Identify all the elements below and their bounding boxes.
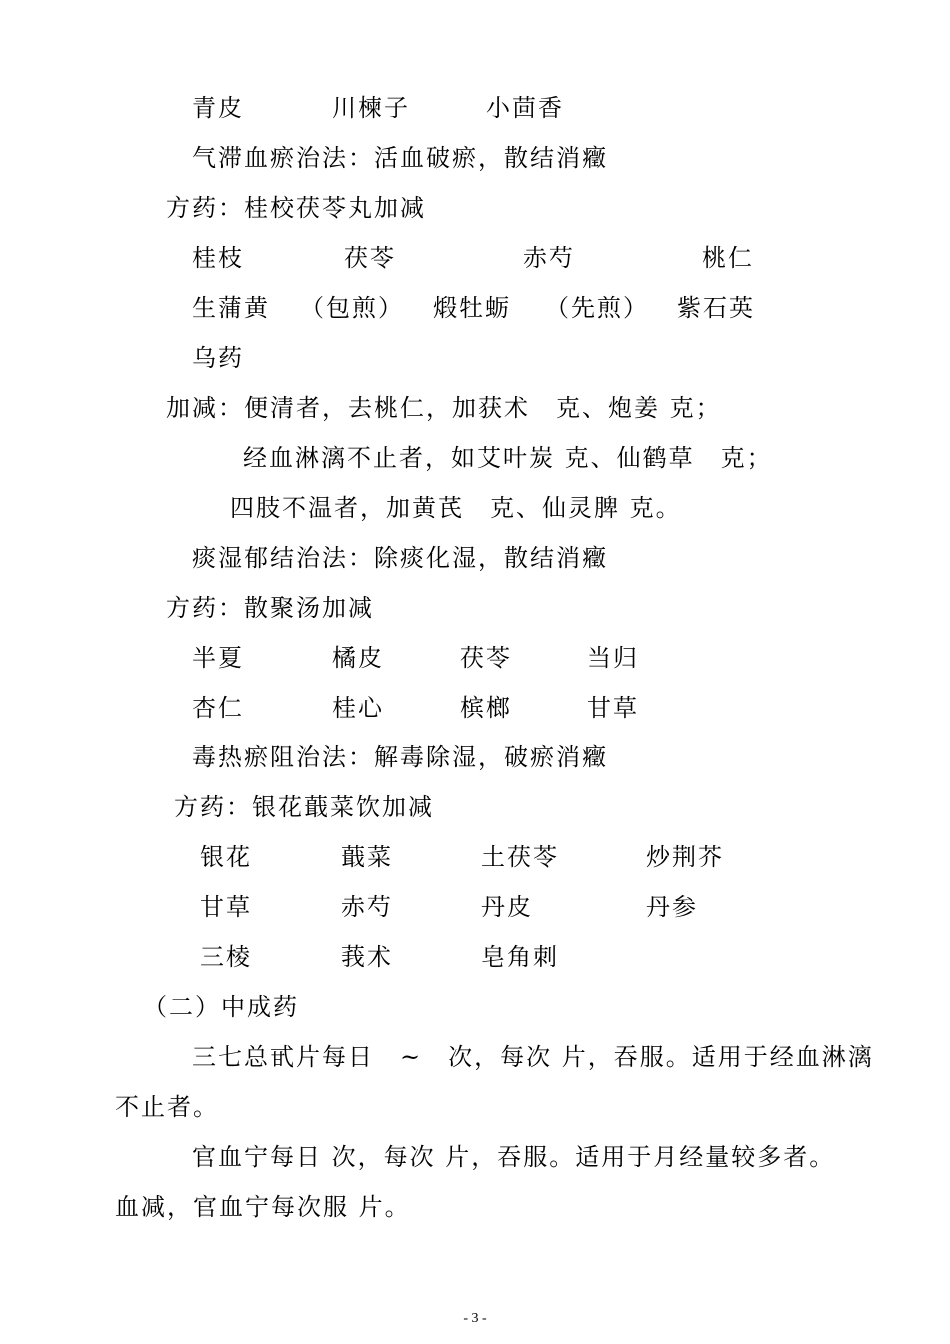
- herb-item: 橘皮: [332, 644, 384, 672]
- modification-line-3: 四肢不温者，加黄芪 克、仙灵脾 克。: [230, 494, 682, 522]
- herb-note: （包煎）: [300, 294, 404, 322]
- herb-item: 桂心: [332, 694, 384, 722]
- herb-item: 丹参: [646, 893, 698, 921]
- page-number: - 3 -: [463, 1311, 487, 1326]
- herb-item: 小茴香: [486, 94, 564, 122]
- dure-formula: 方药：银花蕺菜饮加减: [174, 793, 434, 821]
- herb-item: 三棱: [200, 943, 252, 971]
- tanshi-formula: 方药：散聚汤加减: [166, 594, 374, 622]
- herb-item: 甘草: [587, 694, 639, 722]
- paragraph-1-line-1: 三七总甙片每日 ~ 次，每次 片，吞服。适用于经血淋漓: [192, 1043, 874, 1071]
- herb-item: 杏仁: [192, 694, 244, 722]
- qizhi-treatment-heading: 气滞血瘀治法：活血破瘀，散结消癥: [192, 144, 608, 172]
- herb-item: 银花: [200, 843, 252, 871]
- herb-item: 当归: [587, 644, 639, 672]
- herb-item: 川楝子: [332, 94, 410, 122]
- herb-item: 炒荆芥: [646, 843, 724, 871]
- dure-treatment-heading: 毒热瘀阻治法：解毒除湿，破瘀消癥: [192, 743, 608, 771]
- section-heading-2: （二）中成药: [143, 993, 299, 1021]
- paragraph-2-line-1: 官血宁每日 次，每次 片，吞服。适用于月经量较多者。: [192, 1143, 836, 1171]
- herb-item: 土茯苓: [481, 843, 559, 871]
- herb-item: 皂角刺: [481, 943, 559, 971]
- modification-line-1: 加减：便清者，去桃仁，加获术 克、炮姜 克；: [166, 394, 722, 422]
- tanshi-treatment-heading: 痰湿郁结治法：除痰化湿，散结消癥: [192, 544, 608, 572]
- herb-item: 桂枝: [192, 244, 244, 272]
- paragraph-2-line-2: 血减，官血宁每次服 片。: [115, 1193, 411, 1221]
- herb-item: 蕺菜: [341, 843, 393, 871]
- herb-item: 青皮: [192, 94, 244, 122]
- herb-item: 茯苓: [344, 244, 396, 272]
- herb-item: 半夏: [192, 644, 244, 672]
- herb-item: 煅牡蛎: [433, 294, 511, 322]
- herb-item: 生蒲黄: [192, 294, 270, 322]
- herb-note: （先煎）: [545, 294, 649, 322]
- herb-item: 赤芍: [341, 893, 393, 921]
- herb-item: 茯苓: [460, 644, 512, 672]
- paragraph-1-line-2: 不止者。: [115, 1093, 219, 1121]
- herb-item: 丹皮: [481, 893, 533, 921]
- herb-item: 桃仁: [702, 244, 754, 272]
- herb-item: 槟榔: [460, 694, 512, 722]
- modification-line-2: 经血淋漓不止者，如艾叶炭 克、仙鹤草 克；: [243, 444, 773, 472]
- herb-item: 赤芍: [523, 244, 575, 272]
- herb-item: 乌药: [192, 344, 244, 372]
- qizhi-formula: 方药：桂校茯苓丸加减: [166, 194, 426, 222]
- herb-item: 紫石英: [677, 294, 755, 322]
- herb-item: 莪术: [341, 943, 393, 971]
- herb-item: 甘草: [200, 893, 252, 921]
